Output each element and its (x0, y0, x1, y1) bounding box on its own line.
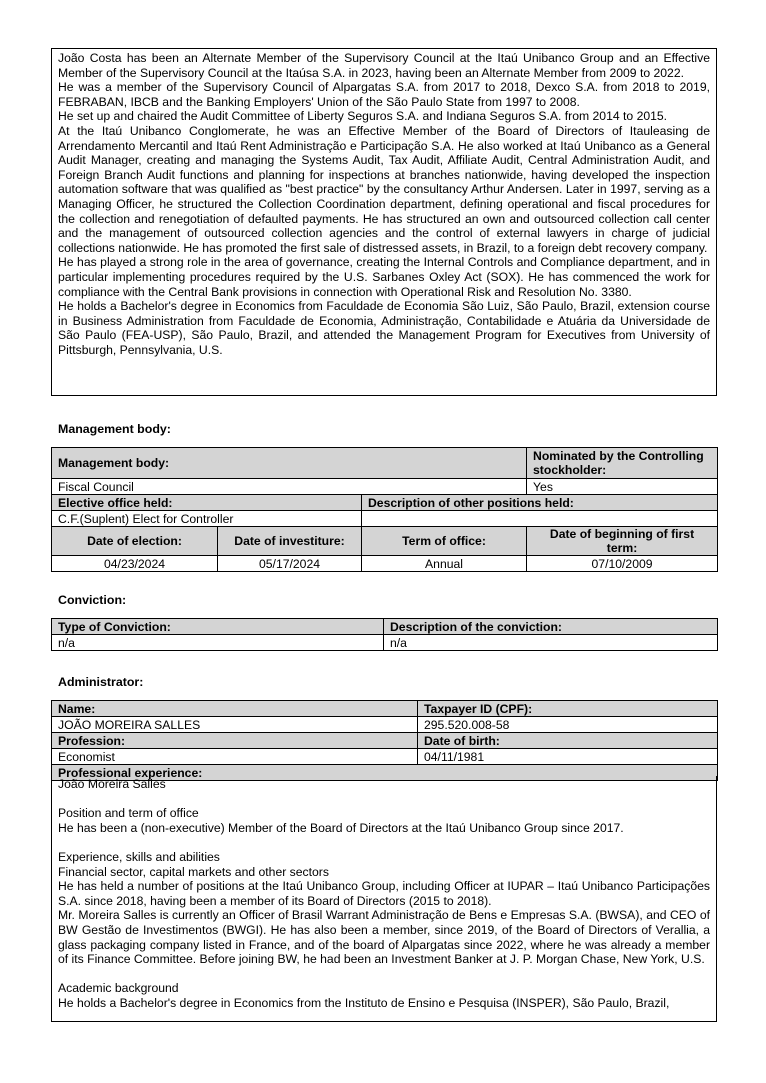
admin-cpf-header: Taxpayer ID (CPF): (418, 701, 718, 717)
bio-paragraph: At the Itaú Unibanco Conglomerate, he was an Effective Member of the Board of Directors of Itauleasing de Arrendamento Mercantil and Itaú Rent Administração e Participação S.A. He also worked at Itaú Unibanco as a General Audit Manager, creating and managing the Systems Audit, Tax Audit, Affiliate Audit, Central Administration Audit, and Foreign Branch Audit functions and planning for inspections at branches nationwide, having developed the inspection automation software that was qualified as "best practice" by the consultancy Arthur Andersen. Later in 1997, serving as a Managing Officer, he structured the Collection Coordination department, defining operational and fiscal procedures for the collection and renegotiation of defaulted payments. He has structured an own and outsourced collection call center and the management of outsourced collection agencies and the control of external lawyers in charge of judicial collections nationwide. He has promoted the first sale of distressed assets, in Brazil, to a foreign debt recovery company. (58, 123, 710, 255)
admin-profession-header: Profession: (52, 733, 418, 749)
admin-cpf-value: 295.520.008-58 (418, 717, 718, 733)
bio-paragraph: He was a member of the Supervisory Council of Alpargatas S.A. from 2017 to 2018, Dexco S.A. from 2018 to 2019, FEBRABAN, IBCB and the Banking Employers' Union of the São Paulo State from 1997 to 2008. (58, 80, 710, 109)
conviction-description-header: Description of the conviction: (384, 619, 718, 635)
management-body-header: Management body: (52, 448, 527, 479)
term-of-office-header: Term of office: (362, 527, 527, 556)
term-of-office-value: Annual (362, 556, 527, 572)
experience-name-line: João Moreira Salles (58, 777, 166, 791)
academic-text: He holds a Bachelor's degree in Economics from the Instituto de Ensino e Pesquisa (INSPER), São Paulo, Brazil, (58, 995, 670, 1010)
academic-heading: Academic background (58, 981, 179, 996)
bio-paragraph: He holds a Bachelor's degree in Economics from Faculdade de Economia São Luiz, São Paulo, Brazil, extension course in Business Administration from Faculdade de Economia, Administração, Contabilidade e Atuária da Universidade de São Paulo (FEA-USP), São Paulo, Brazil, and attended the Management Program for Executives from University of Pittsburgh, Pennsylvania, U.S. (58, 299, 710, 357)
experience-paragraph: He has held a number of positions at the Itaú Unibanco Group, including Officer at IUPAR – Itaú Unibanco Participações S.A. since 2018, having been a member of its Board of Directors (2015 to 2018). (58, 879, 710, 908)
position-heading: Position and term of office (58, 806, 199, 821)
management-body-value: Fiscal Council (52, 479, 527, 495)
elective-office-header: Elective office held: (52, 495, 362, 511)
admin-birth-header: Date of birth: (418, 733, 718, 749)
skills-heading: Experience, skills and abilities (58, 849, 220, 864)
admin-name-value: JOÃO MOREIRA SALLES (52, 717, 418, 733)
management-body-table (51, 447, 718, 572)
nominated-header: Nominated by the Controlling stockholder: (527, 448, 718, 479)
position-text: He has been a (non-executive) Member of the Board of Directors at the Itaú Unibanco Group since 2017. (58, 820, 624, 835)
professional-experience-header: Professional experience: (52, 765, 718, 781)
first-term-date-value: 07/10/2009 (527, 556, 718, 572)
election-date-value: 04/23/2024 (52, 556, 218, 572)
administrator-table (51, 700, 718, 781)
professional-experience-box (51, 776, 717, 1022)
bio-paragraph: João Costa has been an Alternate Member of the Supervisory Council at the Itaú Unibanco Group and an Effective Member of the Supervisory Council at the Itaúsa S.A. in 2023, having been an Alternate Member from 2009 to 2022. (58, 51, 710, 80)
conviction-type-value: n/a (52, 635, 384, 651)
election-date-header: Date of election: (52, 527, 218, 556)
biography-box (51, 48, 717, 396)
experience-paragraph: Mr. Moreira Salles is currently an Officer of Brasil Warrant Administração de Bens e Empresas S.A. (BWSA), and CEO of BW Gestão de Investimentos (BWGI). He has also been a member, since 2019, of the Board of Directors of Verallia, a glass packaging company listed in France, and of the board of Alpargatas since 2022, where he was already a member of its Finance Committee. Before joining BW, he had been an Investment Banker at J. P. Morgan Chase, New York, U.S. (58, 908, 710, 967)
administrator-section-title: Administrator: (58, 675, 144, 689)
bio-paragraph: He set up and chaired the Audit Committee of Liberty Seguros S.A. and Indiana Seguros S.A. from 2014 to 2015. (58, 109, 668, 124)
bio-paragraph: He has played a strong role in the area of governance, creating the Internal Controls and Compliance department, and in particular implementing procedures required by the U.S. Sarbanes Oxley Act (SOX). He has commenced the work for compliance with the Central Bank provisions in connection with Operational Risk and Resolution No. 3380. (58, 255, 710, 299)
other-positions-header: Description of other positions held: (362, 495, 718, 511)
nominated-value: Yes (527, 479, 718, 495)
elective-office-value: C.F.(Suplent) Elect for Controller (52, 511, 362, 527)
investiture-date-header: Date of investiture: (218, 527, 362, 556)
conviction-section-title: Conviction: (58, 593, 127, 607)
management-section-title: Management body: (58, 422, 171, 436)
other-positions-value (362, 511, 718, 527)
admin-birth-value: 04/11/1981 (418, 749, 718, 765)
first-term-date-header: Date of beginning of first term: (527, 527, 718, 556)
admin-name-header: Name: (52, 701, 418, 717)
conviction-description-value: n/a (384, 635, 718, 651)
sectors-line: Financial sector, capital markets and other sectors (58, 864, 329, 879)
admin-profession-value: Economist (52, 749, 418, 765)
conviction-table (51, 618, 718, 651)
conviction-type-header: Type of Conviction: (52, 619, 384, 635)
investiture-date-value: 05/17/2024 (218, 556, 362, 572)
